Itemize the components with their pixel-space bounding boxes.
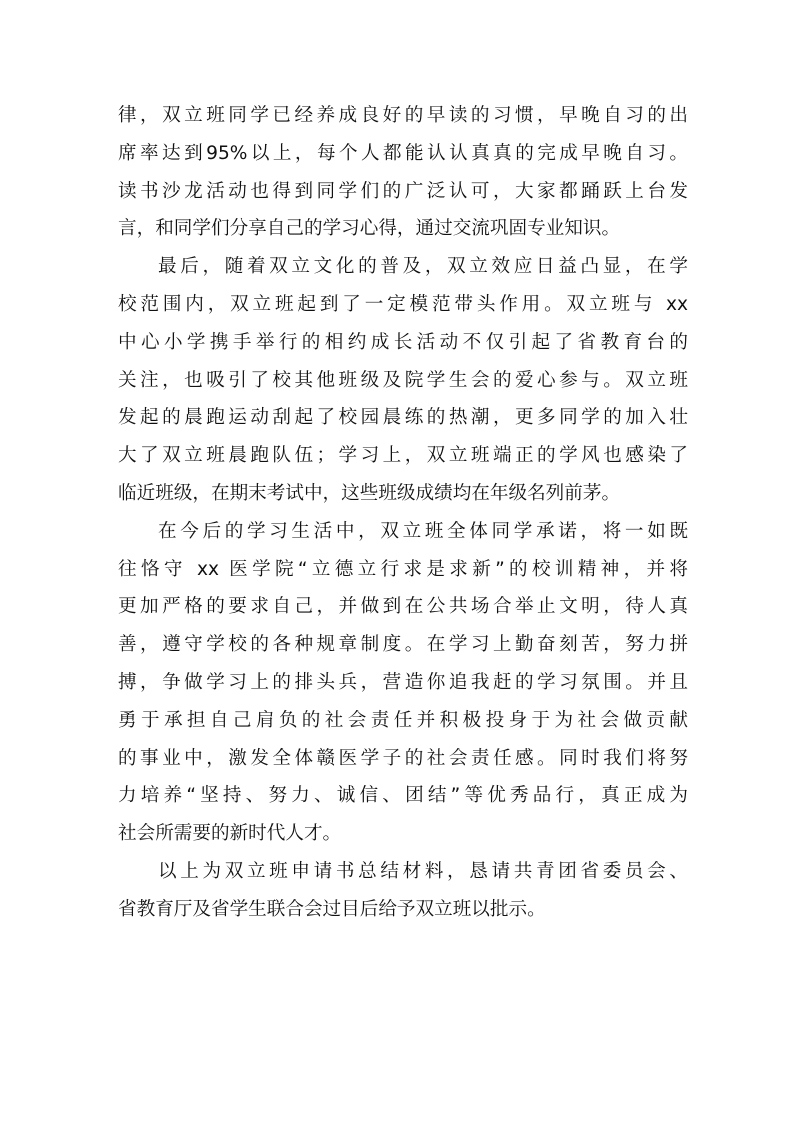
text-line: 席率达到95%以上，每个人都能认认真真的完成早晚自习。 <box>118 142 688 164</box>
text-line: 往恪守 xx 医学院“立德立行求是求新”的校训精神，并将 <box>118 558 688 580</box>
text-line: 发起的晨跑运动刮起了校园晨练的热潮，更多同学的加入壮 <box>118 407 688 429</box>
text-line: 临近班级，在期末考试中，这些班级成绩均在年级名列前茅。 <box>118 482 621 504</box>
document-body <box>118 97 688 929</box>
text-line: 更加严格的要求自己，并做到在公共场合举止文明，待人真 <box>118 596 688 618</box>
text-line: 言，和同学们分享自己的学习心得，通过交流巩固专业知识。 <box>118 218 621 240</box>
text-line: 中心小学携手举行的相约成长活动不仅引起了省教育台的 <box>118 331 688 353</box>
text-line: 校范围内，双立班起到了一定模范带头作用。双立班与 xx <box>118 293 688 315</box>
text-line: 读书沙龙活动也得到同学们的广泛认可，大家都踊跃上台发 <box>118 180 688 202</box>
text-line: 大了双立班晨跑队伍；学习上，双立班端正的学风也感染了 <box>118 445 688 467</box>
text-line: 力培养“坚持、努力、诚信、团结”等优秀品行，真正成为 <box>118 785 688 807</box>
text-line: 社会所需要的新时代人才。 <box>118 823 342 845</box>
text-line: 省教育厅及省学生联合会过目后给予双立班以批示。 <box>118 898 546 920</box>
text-line: 的事业中，激发全体赣医学子的社会责任感。同时我们将努 <box>118 747 688 769</box>
text-line: 搏，争做学习上的排头兵，营造你追我赶的学习氛围。并且 <box>118 671 688 693</box>
text-line: 善，遵守学校的各种规章制度。在学习上勤奋刻苦，努力拼 <box>118 634 688 656</box>
text-line: 勇于承担自己肩负的社会责任并积极投身于为社会做贡献 <box>118 709 688 731</box>
paragraph-start-line: 以上为双立班申请书总结材料，恳请共青团省委员会、 <box>158 860 688 882</box>
text-line: 律，双立班同学已经养成良好的早读的习惯，早晚自习的出 <box>118 105 688 126</box>
text-line: 关注，也吸引了校其他班级及院学生会的爱心参与。双立班 <box>118 369 688 391</box>
paragraph-start-line: 在今后的学习生活中，双立班全体同学承诺，将一如既 <box>158 520 688 542</box>
paragraph-start-line: 最后，随着双立文化的普及，双立效应日益凸显，在学 <box>158 256 688 278</box>
